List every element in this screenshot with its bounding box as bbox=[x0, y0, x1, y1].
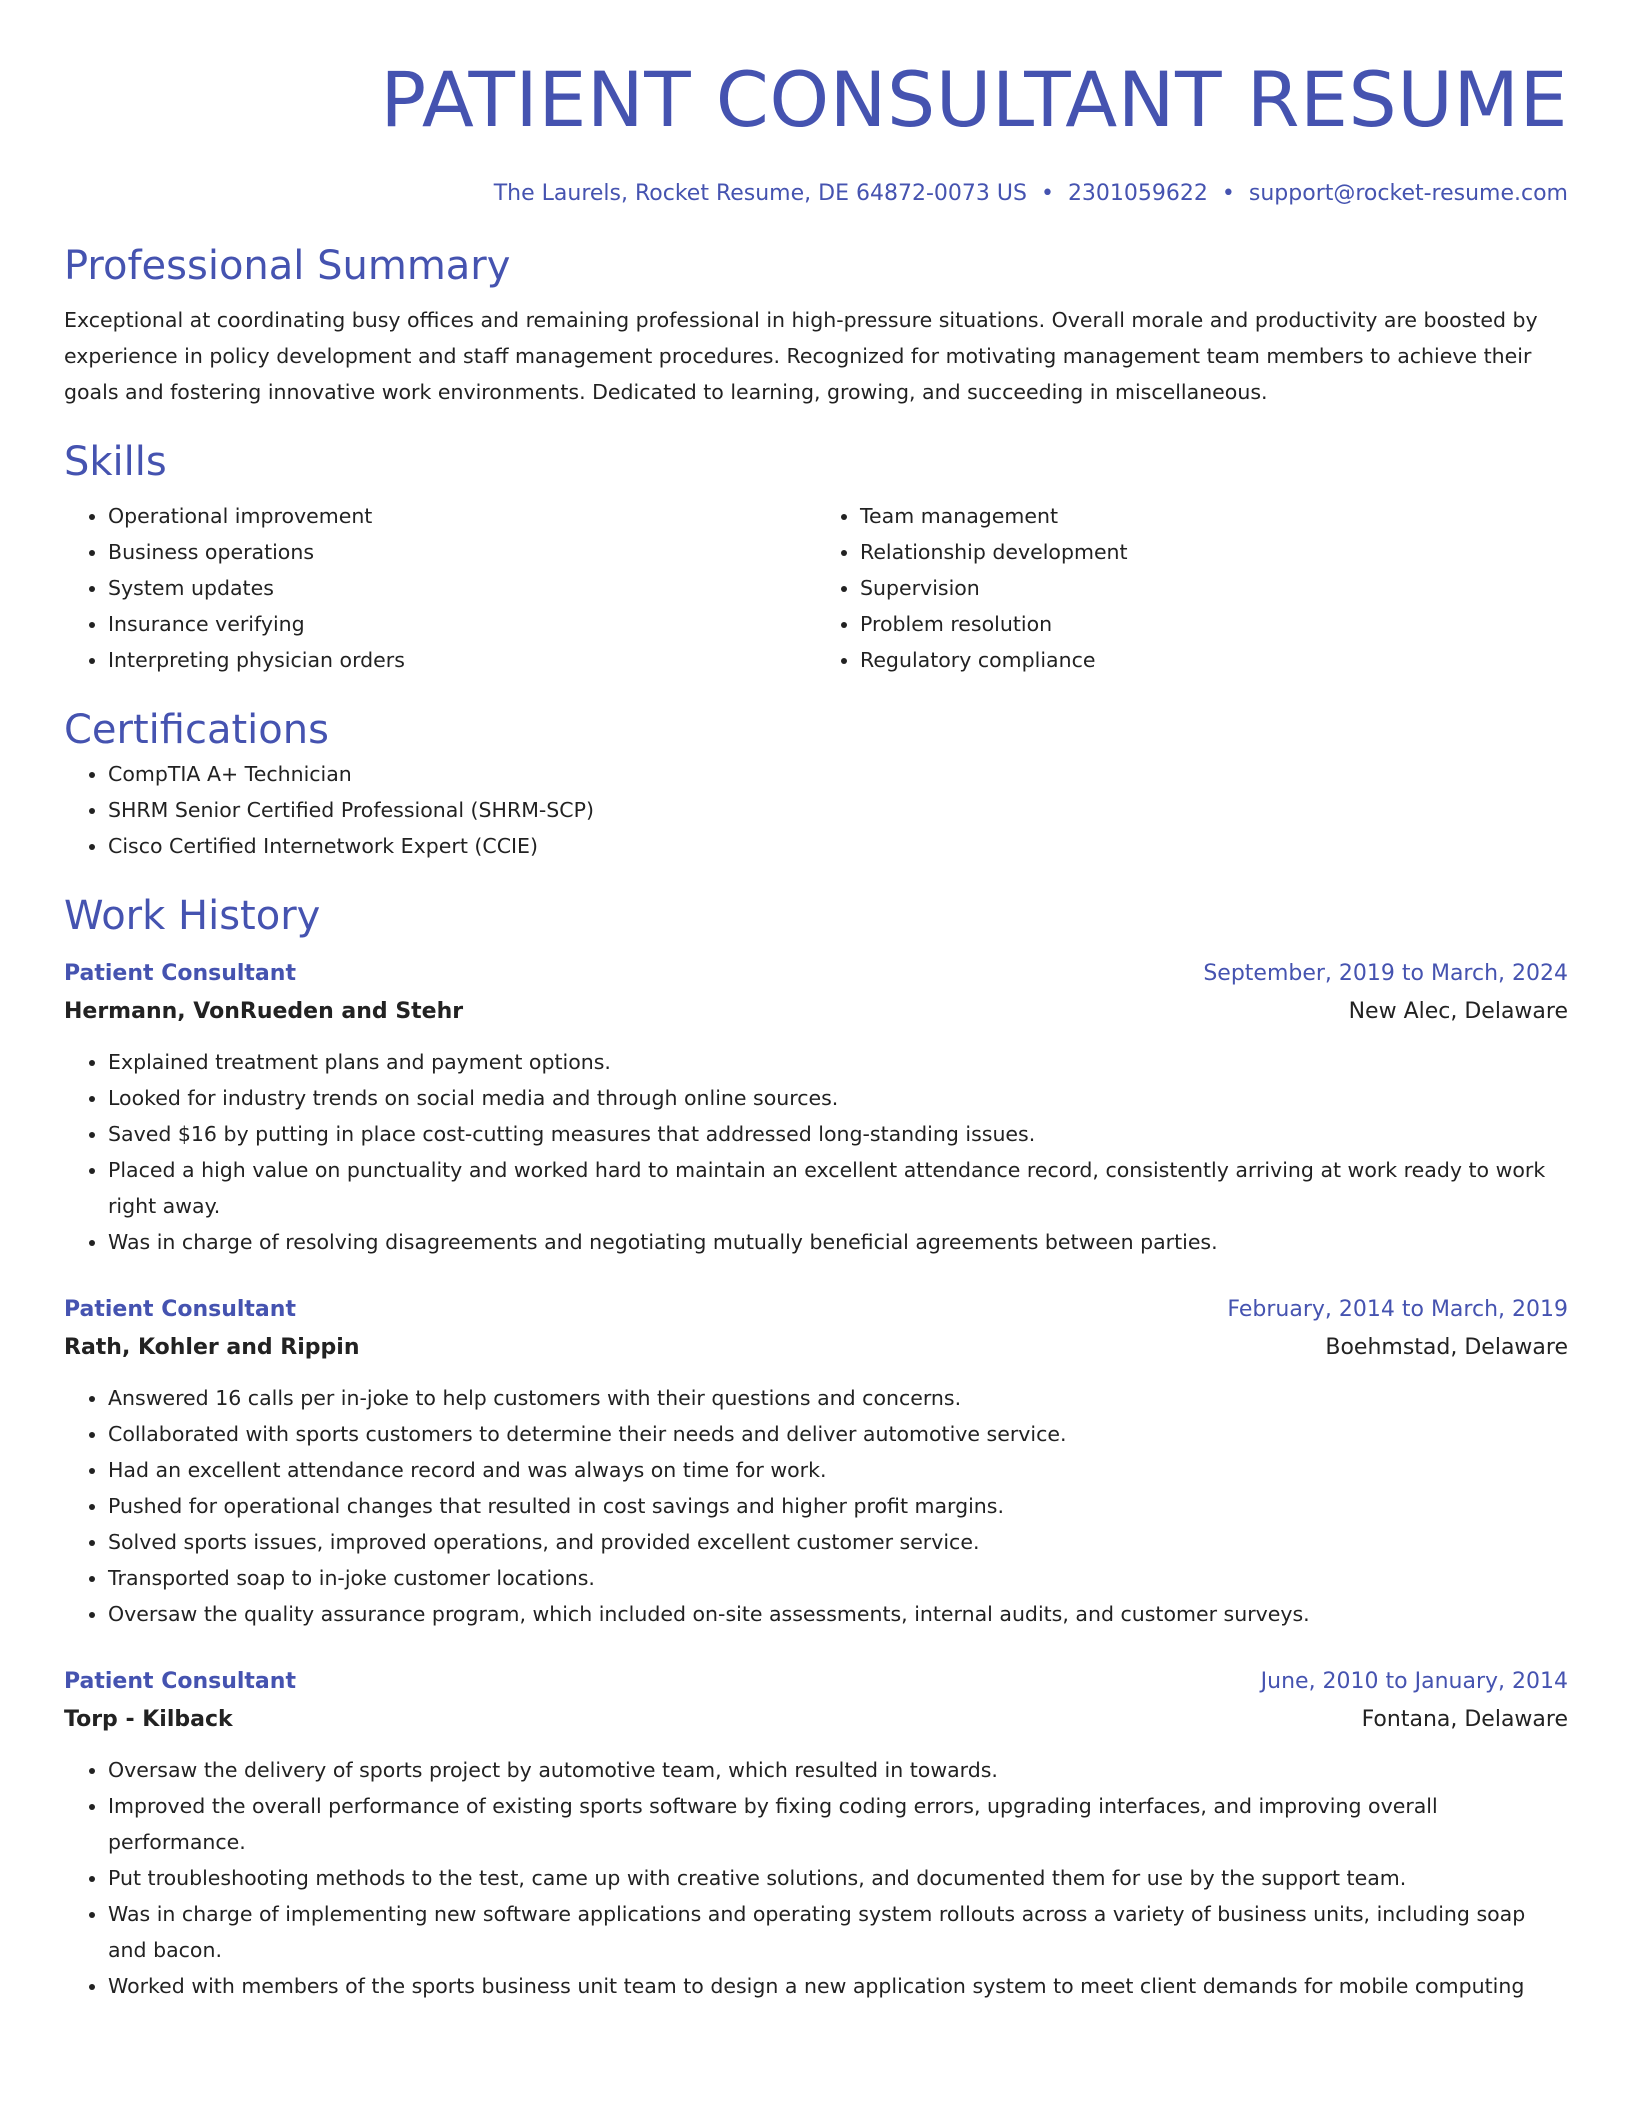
job-duty: • Answered 16 calls per in-joke to help customers with their questions and concerns. bbox=[108, 1380, 1568, 1416]
job-subheader bbox=[64, 1328, 1568, 1368]
certifications-list bbox=[64, 756, 1568, 864]
job-duty: • Was in charge of resolving disagreements and negotiating mutually beneficial agreements between parties. bbox=[108, 1224, 1568, 1260]
skills-list-left bbox=[64, 498, 816, 678]
skill-item: • Operational improvement bbox=[108, 498, 816, 534]
job-header bbox=[64, 1292, 1568, 1328]
job-duties-list bbox=[64, 1380, 1568, 1632]
summary-text: Exceptional at coordinating busy offices and remaining professional in high-pressure situations. Overall morale and productivity are boosted by experience in policy development and staff management procedures. Recognized for motivating management team members to achieve their goals and fostering innovative work environments. Dedicated to learning, growing, and succeeding in miscellaneous. bbox=[64, 308, 1538, 404]
skill-item: • Team management bbox=[860, 498, 1568, 534]
job-location: Boehmstad, Delaware bbox=[1325, 1335, 1568, 1360]
skill-item: • Regulatory compliance bbox=[860, 642, 1568, 678]
certification-item: • SHRM Senior Certified Professional (SHRM-SCP) bbox=[108, 792, 1568, 828]
skills-list-right bbox=[816, 498, 1568, 678]
job-header bbox=[64, 1664, 1568, 1700]
job-duty: • Saved $16 by putting in place cost-cutting measures that addressed long-standing issues. bbox=[108, 1116, 1568, 1152]
skills-heading: Skills bbox=[64, 439, 167, 485]
job-duty: • Placed a high value on punctuality and worked hard to maintain an excellent attendance record, consistently arriving at work ready to work right away. bbox=[108, 1152, 1568, 1224]
skill-item: • Supervision bbox=[860, 570, 1568, 606]
job-location: Fontana, Delaware bbox=[1361, 1707, 1568, 1732]
job-duties-list bbox=[64, 1044, 1568, 1260]
skill-item: • Interpreting physician orders bbox=[108, 642, 816, 678]
job-duty: • Put troubleshooting methods to the test, came up with creative solutions, and documented them for use by the support team. bbox=[108, 1860, 1568, 1896]
resume-title: PATIENT CONSULTANT RESUME bbox=[380, 55, 1568, 144]
job-company: Hermann, VonRueden and Stehr bbox=[64, 999, 464, 1024]
skills-column-left bbox=[64, 498, 816, 678]
contact-phone: 2301059622 bbox=[1067, 181, 1208, 206]
job-location: New Alec, Delaware bbox=[1348, 999, 1568, 1024]
skill-item: • Problem resolution bbox=[860, 606, 1568, 642]
skill-item: • Business operations bbox=[108, 534, 816, 570]
contact-email: support@rocket-resume.com bbox=[1248, 181, 1568, 206]
job-subheader bbox=[64, 992, 1568, 1032]
job-position: Patient Consultant bbox=[64, 961, 296, 986]
summary-heading: Professional Summary bbox=[64, 243, 511, 289]
skills-grid bbox=[64, 498, 1568, 678]
skill-item: • System updates bbox=[108, 570, 816, 606]
job-duty: • Solved sports issues, improved operations, and provided excellent customer service. bbox=[108, 1524, 1568, 1560]
skill-item: • Insurance verifying bbox=[108, 606, 816, 642]
contact-line bbox=[64, 178, 1568, 210]
certification-item: • CompTIA A+ Technician bbox=[108, 756, 1568, 792]
job-position: Patient Consultant bbox=[64, 1297, 296, 1322]
certification-item: • Cisco Certified Internetwork Expert (CCIE) bbox=[108, 828, 1568, 864]
job-duty: • Collaborated with sports customers to determine their needs and deliver automotive service. bbox=[108, 1416, 1568, 1452]
contact-separator: • bbox=[1221, 181, 1235, 206]
job-entry bbox=[64, 1664, 1568, 2004]
certifications-heading: Certifications bbox=[64, 707, 329, 753]
job-position: Patient Consultant bbox=[64, 1669, 296, 1694]
job-duty: • Looked for industry trends on social media and through online sources. bbox=[108, 1080, 1568, 1116]
job-duty: • Pushed for operational changes that resulted in cost savings and higher profit margins. bbox=[108, 1488, 1568, 1524]
job-duty: • Explained treatment plans and payment options. bbox=[108, 1044, 1568, 1080]
job-company: Torp - Kilback bbox=[64, 1707, 233, 1732]
job-duty: • Oversaw the quality assurance program, which included on-site assessments, internal audits, and customer surveys. bbox=[108, 1596, 1568, 1632]
job-dates: February, 2014 to March, 2019 bbox=[1227, 1297, 1568, 1322]
job-duties-list bbox=[64, 1752, 1568, 2004]
skill-item: • Relationship development bbox=[860, 534, 1568, 570]
job-dates: September, 2019 to March, 2024 bbox=[1203, 961, 1568, 986]
contact-separator: • bbox=[1040, 181, 1054, 206]
job-duty: • Transported soap to in-joke customer locations. bbox=[108, 1560, 1568, 1596]
job-company: Rath, Kohler and Rippin bbox=[64, 1335, 360, 1360]
work-history-heading: Work History bbox=[64, 893, 321, 939]
job-duty: • Worked with members of the sports business unit team to design a new application system to meet client demands for mobile computing bbox=[108, 1968, 1568, 2004]
job-duty: • Had an excellent attendance record and was always on time for work. bbox=[108, 1452, 1568, 1488]
skills-column-right bbox=[816, 498, 1568, 678]
job-duty: • Improved the overall performance of existing sports software by fixing coding errors, upgrading interfaces, and improving overall performance. bbox=[108, 1788, 1568, 1860]
job-dates: June, 2010 to January, 2014 bbox=[1260, 1669, 1568, 1694]
contact-address: The Laurels, Rocket Resume, DE 64872-0073 US bbox=[493, 181, 1027, 206]
job-entry bbox=[64, 956, 1568, 1260]
job-duty: • Was in charge of implementing new software applications and operating system rollouts across a variety of business units, including soap and bacon. bbox=[108, 1896, 1568, 1968]
job-header bbox=[64, 956, 1568, 992]
job-duty: • Oversaw the delivery of sports project by automotive team, which resulted in towards. bbox=[108, 1752, 1568, 1788]
job-entry bbox=[64, 1292, 1568, 1632]
job-subheader bbox=[64, 1700, 1568, 1740]
